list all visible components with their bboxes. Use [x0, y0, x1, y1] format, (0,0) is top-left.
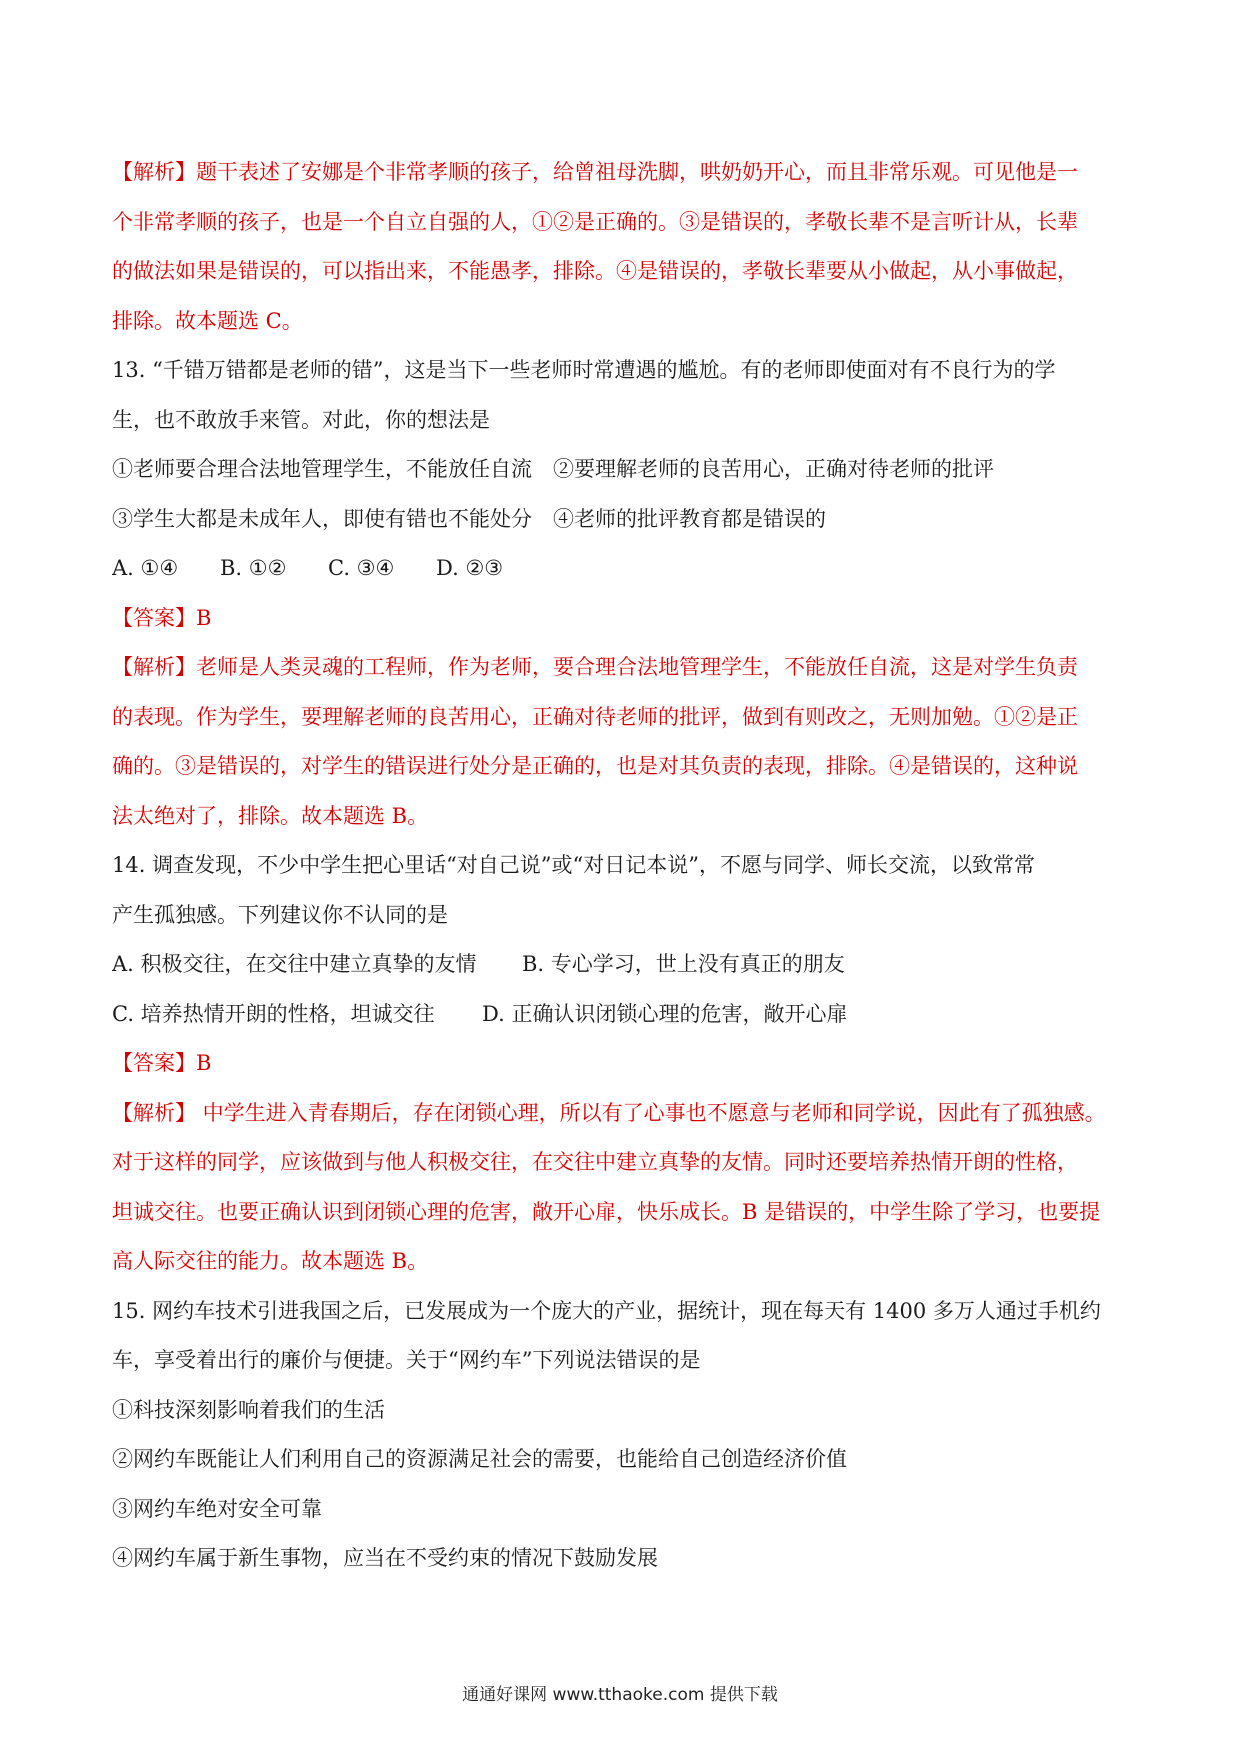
analysis-line: 【解析】 中学生进入青春期后，存在闭锁心理，所以有了心事也不愿意与老师和同学说，因此有了孤独感。	[112, 1100, 1106, 1125]
choice-item: ①科技深刻影响着我们的生活	[112, 1397, 385, 1422]
analysis-line: 确的。③是错误的，对学生的错误进行处分是正确的，也是对其负责的表现，排除。④是错误的，这种说	[112, 754, 1078, 778]
question-13	[112, 346, 1136, 841]
analysis-line: 【解析】老师是人类灵魂的工程师，作为老师，要合理合法地管理学生，不能放任自流，这是对学生负责	[112, 655, 1078, 679]
option-b: B. ①②	[220, 556, 287, 580]
option-c: C. ③④	[328, 556, 395, 580]
question-stem: 车，享受着出行的廉价与便捷。关于“网约车”下列说法错误的是	[112, 1348, 701, 1372]
q12-analysis	[112, 148, 1136, 346]
option-a: A. ①④	[112, 556, 179, 580]
question-stem: 15. 网约车技术引进我国之后，已发展成为一个庞大的产业，据统计，现在每天有 1400 多万人通过手机约	[112, 1298, 1101, 1323]
page-footer: 通通好课网 www.tthaoke.com 提供下载	[462, 1685, 778, 1705]
answer-tag: 【答案】	[112, 605, 196, 630]
answer-value: B	[196, 605, 212, 630]
analysis-tag: 【解析】	[112, 160, 196, 184]
answer-tag: 【答案】	[112, 1051, 196, 1075]
choice-item: ③网约车绝对安全可靠	[112, 1496, 322, 1521]
answer-line	[112, 594, 1136, 644]
question-stem: 14. 调查发现，不少中学生把心里话“对自己说”或“对日记本说”，不愿与同学、师长交流，以致常常	[112, 853, 1036, 877]
choice-item: ①老师要合理合法地管理学生，不能放任自流 ②要理解老师的良苦用心，正确对待老师的批评	[112, 457, 994, 481]
question-14	[112, 841, 1136, 1287]
option-d: D. 正确认识闭锁心理的危害，敞开心扉	[482, 1001, 848, 1026]
option-c: C. 培养热情开朗的性格，坦诚交往	[112, 1001, 435, 1026]
analysis-line: 【解析】题干表述了安娜是个非常孝顺的孩子，给曾祖母洗脚，哄奶奶开心，而且非常乐观。可见他是一	[112, 160, 1078, 184]
question-stem: 生，也不敢放手来管。对此，你的想法是	[112, 407, 490, 432]
options-row	[112, 940, 1136, 990]
question-15	[112, 1287, 1136, 1584]
analysis-line: 高人际交往的能力。故本题选 B。	[112, 1249, 429, 1273]
choice-item: ②网约车既能让人们利用自己的资源满足社会的需要，也能给自己创造经济价值	[112, 1447, 847, 1471]
document-page	[112, 148, 1136, 1584]
question-stem: 产生孤独感。下列建议你不认同的是	[112, 902, 448, 927]
analysis-tag: 【解析】	[112, 655, 196, 679]
option-d: D. ②③	[436, 556, 504, 580]
options-row	[112, 990, 1136, 1040]
choice-item: ④网约车属于新生事物，应当在不受约束的情况下鼓励发展	[112, 1546, 658, 1570]
analysis-line: 坦诚交往。也要正确认识到闭锁心理的危害，敞开心扉，快乐成长。B 是错误的，中学生除了学习，也要提	[112, 1199, 1101, 1224]
option-b: B. 专心学习，世上没有真正的朋友	[522, 952, 845, 976]
question-stem: 13. “千错万错都是老师的错”，这是当下一些老师时常遭遇的尴尬。有的老师即使面对有不良行为的学	[112, 358, 1056, 382]
analysis-line: 的做法如果是错误的，可以指出来，不能愚孝，排除。④是错误的，孝敬长辈要从小做起，从小事做起，	[112, 259, 1078, 283]
analysis-line: 排除。故本题选 C。	[112, 308, 303, 333]
analysis-line: 法太绝对了，排除。故本题选 B。	[112, 803, 429, 828]
choice-item: ③学生大都是未成年人，即使有错也不能处分 ④老师的批评教育都是错误的	[112, 506, 826, 531]
answer-line	[112, 1039, 1136, 1089]
options-row	[112, 544, 1136, 594]
option-a: A. 积极交往，在交往中建立真挚的友情	[112, 952, 477, 976]
analysis-line: 对于这样的同学，应该做到与他人积极交往，在交往中建立真挚的友情。同时还要培养热情开朗的性格，	[112, 1150, 1078, 1174]
answer-value: B	[196, 1051, 212, 1075]
analysis-line: 个非常孝顺的孩子，也是一个自立自强的人，①②是正确的。③是错误的，孝敬长辈不是言听计从，长辈	[112, 209, 1078, 234]
analysis-line: 的表现。作为学生，要理解老师的良苦用心，正确对待老师的批评，做到有则改之，无则加勉。①②是正	[112, 704, 1078, 729]
analysis-tag: 【解析】	[112, 1100, 196, 1125]
